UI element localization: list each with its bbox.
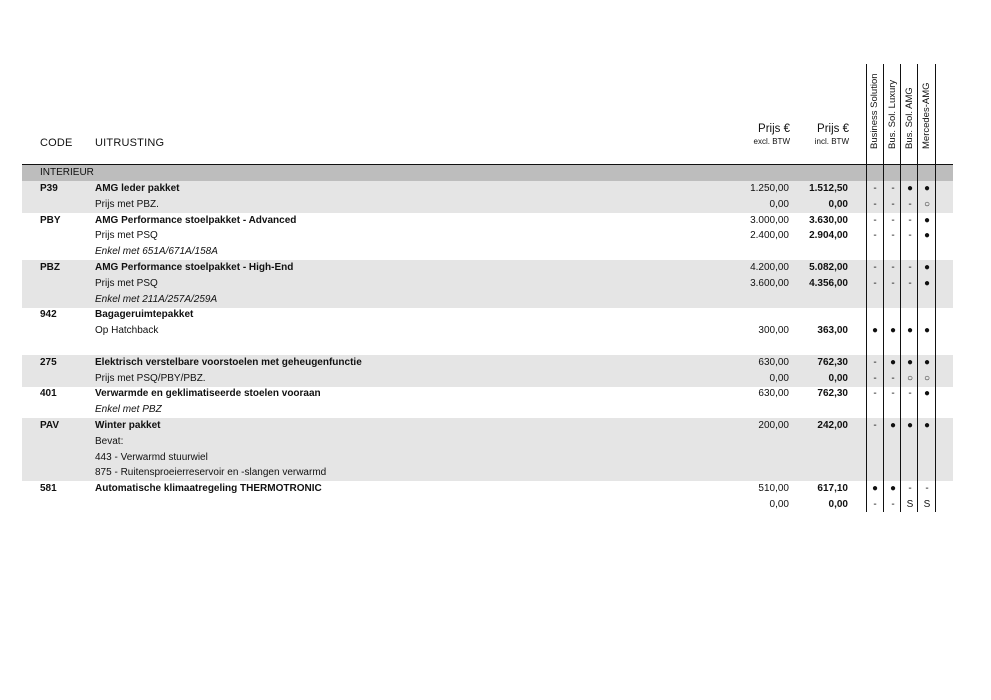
availability-mark: ●	[889, 483, 897, 495]
availability-mark: -	[891, 499, 895, 510]
availability-mark: ○	[923, 198, 931, 210]
availability-mark: -	[891, 262, 895, 273]
availability-mark: ●	[923, 325, 931, 337]
table-row	[22, 292, 953, 308]
price-incl-vat: 363,00	[817, 325, 848, 337]
column-header-bus-sol-amg: Bus. Sol. AMG	[904, 87, 915, 149]
column-divider	[917, 64, 918, 512]
table-row	[22, 418, 953, 434]
price-excl-vat: 0,00	[769, 499, 789, 510]
table-row	[22, 244, 953, 260]
option-code: 942	[40, 309, 57, 321]
availability-mark	[868, 450, 882, 466]
availability-mark: -	[891, 388, 895, 400]
availability-mark: ●	[871, 483, 879, 495]
availability-mark: -	[891, 230, 895, 242]
table-row	[22, 228, 953, 244]
option-description: Prijs met PSQ	[95, 277, 158, 289]
option-description: Bagageruimtepakket	[95, 309, 194, 321]
availability-mark	[920, 244, 934, 260]
option-code: PBY	[40, 214, 61, 226]
availability-mark: -	[925, 483, 929, 495]
price-incl-sub: incl. BTW	[814, 137, 849, 146]
availability-mark	[886, 307, 900, 323]
availability-mark	[903, 402, 917, 418]
availability-mark: S	[923, 499, 931, 510]
availability-mark: -	[908, 198, 912, 210]
availability-mark: ●	[923, 277, 931, 289]
availability-mark: S	[906, 499, 914, 510]
price-incl-vat	[768, 434, 848, 450]
option-description: 443 - Verwarmd stuurwiel	[95, 451, 208, 463]
availability-mark: ●	[889, 420, 897, 431]
table-row	[22, 386, 953, 402]
availability-mark: ●	[923, 183, 931, 194]
availability-mark: -	[873, 388, 877, 400]
availability-mark	[886, 292, 900, 308]
availability-mark: -	[908, 214, 912, 226]
option-description: Bevat:	[95, 435, 124, 447]
availability-mark	[868, 465, 882, 481]
availability-mark	[920, 450, 934, 466]
availability-mark	[920, 307, 934, 323]
price-incl-vat	[768, 450, 848, 466]
availability-mark	[903, 465, 917, 481]
option-description: Enkel met 651A/671A/158A	[95, 246, 218, 258]
availability-mark: -	[891, 277, 895, 289]
availability-mark: ●	[906, 325, 914, 337]
availability-mark	[886, 434, 900, 450]
price-incl-vat	[768, 244, 848, 260]
availability-mark: -	[891, 372, 895, 384]
table-row	[22, 276, 953, 292]
table-row	[22, 434, 953, 450]
table-row	[22, 339, 953, 355]
price-incl-vat: 4.356,00	[809, 277, 848, 289]
availability-mark: -	[908, 388, 912, 400]
header-price-incl	[769, 122, 849, 148]
price-incl-vat: 762,30	[817, 388, 848, 400]
availability-mark: -	[908, 230, 912, 242]
price-excl-vat: 1.250,00	[750, 183, 789, 194]
availability-mark	[920, 434, 934, 450]
price-incl-vat: 2.904,00	[809, 230, 848, 242]
option-code: P39	[40, 183, 58, 194]
table-row	[22, 181, 953, 197]
option-description: Enkel met PBZ	[95, 404, 162, 416]
price-excl-vat: 2.400,00	[750, 230, 789, 242]
option-code: 401	[40, 388, 57, 400]
availability-mark: -	[873, 198, 877, 210]
price-incl-vat: 762,30	[817, 356, 848, 368]
price-incl-vat: 5.082,00	[809, 262, 848, 273]
availability-mark: -	[873, 499, 877, 510]
price-incl-vat: 0,00	[828, 372, 848, 384]
price-excl-vat: 630,00	[758, 388, 789, 400]
option-description: Prijs met PSQ/PBY/PBZ.	[95, 372, 206, 384]
availability-mark	[868, 292, 882, 308]
price-excl-vat: 3.600,00	[750, 277, 789, 289]
availability-mark: -	[873, 420, 877, 431]
price-excl-vat: 510,00	[758, 483, 789, 495]
availability-mark: ●	[923, 420, 931, 431]
price-incl-vat: 242,00	[817, 420, 848, 431]
availability-mark	[903, 307, 917, 323]
availability-mark: ○	[923, 372, 931, 384]
price-incl-vat: 617,10	[817, 483, 848, 495]
availability-mark	[868, 244, 882, 260]
price-excl-vat: 0,00	[769, 372, 789, 384]
section-header	[22, 165, 953, 181]
price-excl-sub: excl. BTW	[753, 137, 790, 146]
option-description: AMG Performance stoelpakket - Advanced	[95, 214, 297, 226]
table-row	[22, 371, 953, 387]
availability-mark	[903, 434, 917, 450]
availability-mark: -	[908, 262, 912, 273]
price-excl-vat: 4.200,00	[750, 262, 789, 273]
price-excl-vat: 630,00	[758, 356, 789, 368]
column-header-business-solution: Business Solution	[869, 73, 880, 149]
table-row	[22, 402, 953, 418]
table-row	[22, 481, 953, 497]
availability-mark: ○	[906, 372, 914, 384]
column-divider	[866, 64, 867, 512]
price-incl-vat	[768, 307, 848, 323]
availability-mark	[886, 465, 900, 481]
availability-mark	[868, 339, 882, 355]
option-code: PBZ	[40, 262, 60, 273]
price-incl-label: Prijs €	[817, 123, 849, 135]
price-excl-vat: 3.000,00	[750, 214, 789, 226]
option-description: Prijs met PSQ	[95, 230, 158, 242]
availability-mark	[868, 434, 882, 450]
availability-mark: -	[891, 198, 895, 210]
availability-mark: ●	[923, 230, 931, 242]
table-row	[22, 260, 953, 276]
availability-mark: ●	[923, 356, 931, 368]
availability-mark	[886, 244, 900, 260]
price-incl-vat: 3.630,00	[809, 214, 848, 226]
availability-mark: ●	[906, 420, 914, 431]
price-incl-vat: 0,00	[828, 499, 848, 510]
availability-mark	[903, 339, 917, 355]
availability-mark	[886, 402, 900, 418]
option-description: AMG Performance stoelpakket - High-End	[95, 262, 294, 273]
availability-mark	[903, 244, 917, 260]
availability-mark: -	[908, 483, 912, 495]
table-row	[22, 197, 953, 213]
availability-mark: -	[891, 183, 895, 194]
table-row	[22, 450, 953, 466]
price-excl-vat: 0,00	[769, 198, 789, 210]
availability-mark: -	[873, 262, 877, 273]
option-description: Winter pakket	[95, 420, 161, 431]
option-description: Enkel met 211A/257A/259A	[95, 293, 218, 305]
table-row	[22, 355, 953, 371]
option-code: 275	[40, 356, 57, 368]
table-row	[22, 213, 953, 229]
column-divider	[935, 64, 936, 512]
availability-mark: ●	[923, 262, 931, 273]
price-excl-vat: 300,00	[758, 325, 789, 337]
price-incl-vat: 0,00	[828, 198, 848, 210]
availability-mark	[903, 450, 917, 466]
option-description: Prijs met PBZ.	[95, 198, 159, 210]
availability-mark	[920, 402, 934, 418]
price-incl-vat	[768, 402, 848, 418]
table-row	[22, 497, 953, 513]
price-incl-vat	[768, 339, 848, 355]
table-row	[22, 465, 953, 481]
availability-mark: ●	[923, 388, 931, 400]
table-row	[22, 323, 953, 339]
price-excl-label: Prijs €	[758, 123, 790, 135]
section-title: INTERIEUR	[40, 167, 94, 178]
option-description: Automatische klimaatregeling THERMOTRONIC	[95, 483, 322, 495]
option-description: Elektrisch verstelbare voorstoelen met geheugenfunctie	[95, 356, 362, 368]
availability-mark	[886, 339, 900, 355]
header-equipment: UITRUSTING	[95, 137, 165, 149]
price-incl-vat	[768, 292, 848, 308]
option-description: 875 - Ruitensproeierreservoir en -slangen verwarmd	[95, 467, 327, 479]
availability-mark: -	[873, 356, 877, 368]
availability-mark: -	[873, 372, 877, 384]
availability-mark: -	[873, 277, 877, 289]
availability-mark: -	[873, 230, 877, 242]
availability-mark	[868, 402, 882, 418]
availability-mark	[920, 339, 934, 355]
availability-mark: -	[873, 183, 877, 194]
column-divider	[900, 64, 901, 512]
column-header-bus-sol-luxury: Bus. Sol. Luxury	[887, 79, 898, 149]
price-incl-vat: 1.512,50	[809, 183, 848, 194]
header-code: CODE	[40, 137, 73, 149]
option-description: Op Hatchback	[95, 325, 159, 337]
availability-mark	[920, 465, 934, 481]
availability-mark: -	[891, 214, 895, 226]
availability-mark: ●	[906, 356, 914, 368]
column-header-mercedes-amg: Mercedes-AMG	[921, 82, 932, 149]
availability-mark: -	[873, 214, 877, 226]
availability-mark	[903, 292, 917, 308]
availability-mark: ●	[906, 183, 914, 194]
availability-mark: ●	[871, 325, 879, 337]
table-row	[22, 307, 953, 323]
availability-mark	[920, 292, 934, 308]
price-incl-vat	[768, 465, 848, 481]
availability-mark	[868, 307, 882, 323]
column-divider	[883, 64, 884, 512]
availability-mark: ●	[889, 356, 897, 368]
availability-mark	[886, 450, 900, 466]
option-description: AMG leder pakket	[95, 183, 180, 194]
availability-mark: -	[908, 277, 912, 289]
availability-mark: ●	[923, 214, 931, 226]
option-code: PAV	[40, 420, 60, 431]
price-excl-vat: 200,00	[758, 420, 789, 431]
option-code: 581	[40, 483, 57, 495]
option-description: Verwarmde en geklimatiseerde stoelen vooraan	[95, 388, 321, 400]
availability-mark: ●	[889, 325, 897, 337]
